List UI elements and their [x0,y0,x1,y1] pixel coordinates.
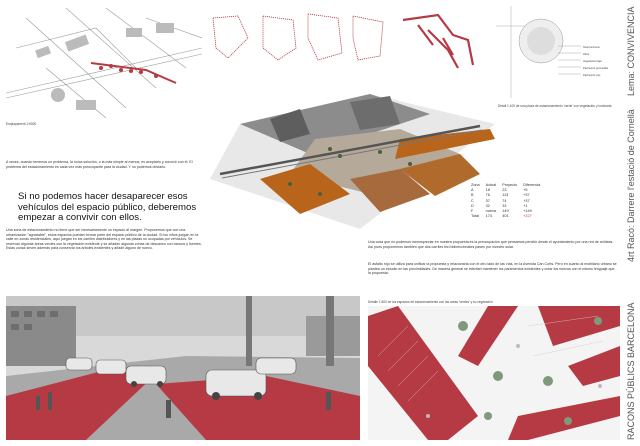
intro-text: A veces, cuando tenemos un problema, la única solución, o la más simple al menos, es aceptarlo y convivir con él. El problema del estacionamiento es cada vez más preocupante para la ciudad. Y no podemos obviarlo. [6,160,193,169]
table-header: Zona [471,183,480,187]
parking-photo-montage [6,296,360,440]
legend-item: Vegetación baja [583,60,602,63]
sidebar-subtitle: 4rt Racó: Darrere l'estació de Cornellà [626,109,636,262]
proposal-text-2: El asfalto rojo se utiliza para unificar la propuesta y relacionarla con el otro lado de las vías, en la Avenida Can Corts. Pero en cuanto al mobiliario urbano se plantea un estudio en las proximidades. De manera general se intentan mantener los paramentos existentes y crear los nuevos con el mismo lenguaje que la propuesta. [368,262,617,276]
proposal-text: Una cosa que no podemos menospreciar en nuestra propuesta es la preocupación que pensamos percibir desde el ayuntamiento por una red de ciclistas. Así pues proponemos también que dos carriles bici bidireccionales pasen por nuestro solar. [368,240,614,249]
table-row: B 76 113 +37 [471,193,530,198]
detail-500-caption: Detalle 1:500 de los espacios de estacionamiento con las areas 'verdes' y su vegetación [368,300,493,304]
legend-item: Pavimento rojo [583,74,601,77]
table-header: Proyecto [502,183,518,187]
evolution-sketches [208,8,388,68]
emplacement-caption: Emplaçament 1:5000 [6,122,37,126]
table-header: Actual [485,183,497,187]
body-text: Una zona de estacionamiento no tiene que ser necesariamente un espacio al margen. Proponemos que con una urbanización "agradable", estos espacios puedan formar parte del espacio público de la ciudad. Si los niños juegan en la calle en zonas residenciales, aquí juegan en los carriles distribuidores y en las plazas no ocupadas por vehículos. Se reservan algunas áreas verdes con la vegetación existente y se añaden algunas zonas de descanso con bancos y fuentes. Estas zonas sirven además para conservar los árboles existentes y añadir alguno de nuevo. [6,228,202,251]
sidebar-footer: RACONS PÚBLICS BARCELONA [626,302,636,440]
parking-zones-table [468,183,543,219]
table-row: A 18 23 +5 [471,188,528,193]
legend-item: Árbol [583,53,590,56]
detail-plan-500 [368,306,620,440]
red-site-diagram [398,10,478,74]
headline: Si no podemos hacer desaparecer esos vehículos del espacio público, deberemos empezar a convivir con ellos. [18,191,197,224]
aerial-model-view [200,84,500,234]
table-row: F nueva 149 +149 [471,209,532,214]
legend-item: Pavimento permeable [583,67,609,70]
table-row: Total 174 401 +227 [471,214,532,219]
table-header: Diferencia [523,183,541,187]
table-row: C 37 74 +37 [471,198,530,203]
site-plan-map [6,8,202,120]
legend-item: Nivel luminoso [583,46,600,49]
table-row: D 32 33 +1 [471,203,528,208]
detail-100-caption: Detall 1:100 de una plaza de estacionamiento 'verde' con vegetación y luminaria [498,104,612,108]
sidebar-title: Lema: CONVIVENCIA [626,6,636,96]
